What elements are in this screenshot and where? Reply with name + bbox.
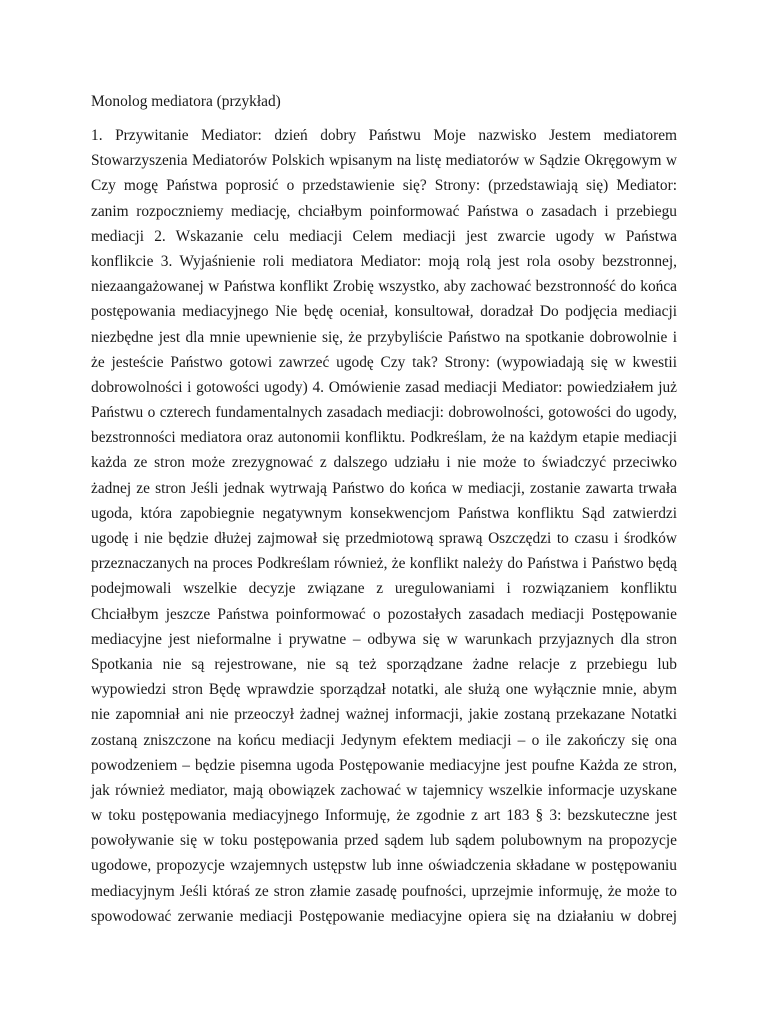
- body-line: niezbędne jest dla mnie upewnienie się, że przybyliście Państwo na spotkanie dobrowolnie i: [91, 328, 677, 346]
- body-line: w toku postępowania mediacyjnego Informuję, że zgodnie z art 183 § 3: bezskuteczne jest: [91, 807, 677, 825]
- body-line: Chciałbym jeszcze Państwa poinformować o pozostałych zasadach mediacji Postępowanie: [91, 605, 677, 623]
- body-line: mediacyjne jest nieformalne i prywatne – odbywa się w warunkach przyjaznych dla stron: [91, 630, 677, 648]
- body-line: powodzeniem – będzie pisemna ugoda Postępowanie mediacyjne jest poufne Każda ze stron,: [91, 756, 677, 774]
- body-line: postępowania mediacyjnego Nie będę oceniał, konsultował, doradzał Do podjęcia mediacji: [91, 303, 677, 321]
- body-line: przeznaczanych na proces Podkreślam również, że konflikt należy do Państwa i Państwo będą: [91, 555, 677, 573]
- body-line: Czy mogę Państwa poprosić o przedstawienie się? Strony: (przedstawiają się) Mediator:: [91, 177, 677, 195]
- body-line: powoływanie się w toku postępowania przed sądem lub sądem polubownym na propozycje: [91, 832, 677, 850]
- body-line: dobrowolności i gotowości ugody) 4. Omówienie zasad mediacji Mediator: powiedziałem już: [91, 378, 677, 396]
- body-line: niezaangażowanej w Państwa konflikt Zrobię wszystko, aby zachować bezstronność do końca: [91, 278, 677, 296]
- body-line: ugoda, która zapobiegnie negatywnym konsekwencjom Państwa konfliktu Sąd zatwierdzi: [91, 504, 677, 522]
- body-line: bezstronności mediatora oraz autonomii konfliktu. Podkreślam, że na każdym etapie mediacji: [91, 429, 677, 447]
- body-line: Stowarzyszenia Mediatorów Polskich wpisanym na listę mediatorów w Sądzie Okręgowym w: [91, 152, 677, 170]
- body-line: konflikcie 3. Wyjaśnienie roli mediatora Mediator: moją rolą jest rola osoby bezstronnej,: [91, 252, 677, 270]
- body-line: jak również mediator, mają obowiązek zachować w tajemnicy wszelkie informacje uzyskane: [91, 781, 677, 799]
- body-line: mediacji 2. Wskazanie celu mediacji Celem mediacji jest zwarcie ugody w Państwa: [91, 227, 677, 245]
- body-line: spowodować zerwanie mediacji Postępowanie mediacyjne opiera się na działaniu w dobrej: [91, 907, 677, 925]
- body-line: mediacyjnym Jeśli któraś ze stron złamie zasadę poufności, uprzejmie informuję, że może to: [91, 882, 677, 900]
- document-body: [91, 123, 677, 929]
- body-line: podejmowali wszelkie decyzje związane z uregulowaniami i rozwiązaniem konfliktu: [91, 580, 677, 598]
- body-line: wypowiedzi stron Będę wprawdzie sporządzał notatki, ale służą one wyłącznie mnie, abym: [91, 681, 677, 699]
- body-line: Państwu o czterech fundamentalnych zasadach mediacji: dobrowolności, gotowości do ugody,: [91, 404, 677, 422]
- body-line: zanim rozpoczniemy mediację, chciałbym poinformować Państwa o zasadach i przebiegu: [91, 202, 677, 220]
- body-line: żadnej ze stron Jeśli jednak wytrwają Państwo do końca w mediacji, zostanie zawarta trwała: [91, 479, 677, 497]
- body-line: ugodę i nie będzie dłużej zajmował się przedmiotową sprawą Oszczędzi to czasu i środków: [91, 530, 677, 547]
- body-line: 1. Przywitanie Mediator: dzień dobry Państwu Moje nazwisko Jestem mediatorem: [91, 127, 677, 144]
- body-line: nie zapomniał ani nie przeoczył żadnej ważnej informacji, jakie zostaną przekazane Notatki: [91, 706, 677, 724]
- body-line: każda ze stron może zrezygnować z dalszego udziału i nie może to świadczyć przeciwko: [91, 454, 677, 472]
- document-title: Monolog mediatora (przykład): [91, 93, 281, 110]
- body-line: ugodowe, propozycje wzajemnych ustępstw lub inne oświadczenia składane w postępowaniu: [91, 857, 677, 875]
- body-line: Spotkania nie są rejestrowane, nie są też sporządzane żadne relacje z przebiegu lub: [91, 655, 677, 673]
- body-line: zostaną zniszczone na końcu mediacji Jedynym efektem mediacji – o ile zakończy się ona: [91, 731, 677, 749]
- body-line: że jesteście Państwo gotowi zawrzeć ugodę Czy tak? Strony: (wypowiadają się w kwestii: [91, 353, 677, 371]
